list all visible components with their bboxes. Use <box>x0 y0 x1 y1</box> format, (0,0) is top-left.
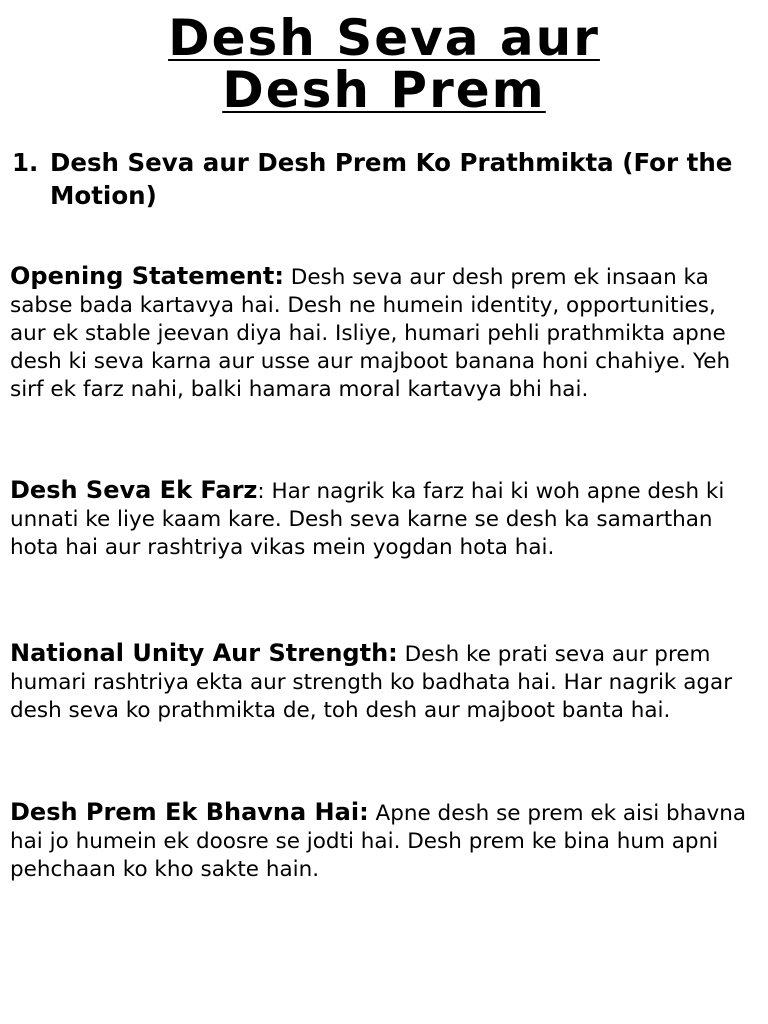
section-heading: Opening Statement: <box>10 262 284 290</box>
section-heading: Desh Seva Ek Farz <box>10 476 258 504</box>
section-desh-seva-ek-farz <box>10 476 758 562</box>
title-line-2: Desh Prem <box>222 61 546 119</box>
section-body: : Har nagrik ka farz hai ki woh apne desh ki unnati ke liye kaam kare. Desh seva karne se desh ka samarthan hota hai aur rashtriya vikas mein yogdan hota hai. <box>10 479 725 560</box>
section-opening-statement <box>10 262 758 404</box>
list-item-text: Desh Seva aur Desh Prem Ko Prathmikta (For the Motion) <box>50 148 733 210</box>
list-number: 1. <box>12 148 39 177</box>
title-line-1: Desh Seva aur <box>168 9 600 67</box>
section-heading: Desh Prem Ek Bhavna Hai: <box>10 798 369 826</box>
section-body: Apne desh se prem ek aisi bhavna hai jo humein ek doosre se jodti hai. Desh prem ke bina hum apni pehchaan ko kho sakte hain. <box>10 801 747 882</box>
section-body: Desh ke prati seva aur prem humari rashtriya ekta aur strength ko badhata hai. Har nagrik agar desh seva ko prathmikta de, toh desh aur majboot banta hai. <box>10 642 733 723</box>
section-national-unity <box>10 639 758 725</box>
section-desh-prem-bhavna <box>10 798 758 884</box>
numbered-list-item <box>12 146 752 212</box>
page-title <box>0 9 768 119</box>
section-body: Desh seva aur desh prem ek insaan ka sabse bada kartavya hai. Desh ne humein identity, opportunities, aur ek stable jeevan diya hai. Isliye, humari pehli prathmikta apne desh ki seva karna aur usse aur majboot banana honi chahiye. Yeh sirf ek farz nahi, balki hamara moral kartavya bhi hai. <box>10 265 731 402</box>
section-heading: National Unity Aur Strength: <box>10 639 398 667</box>
